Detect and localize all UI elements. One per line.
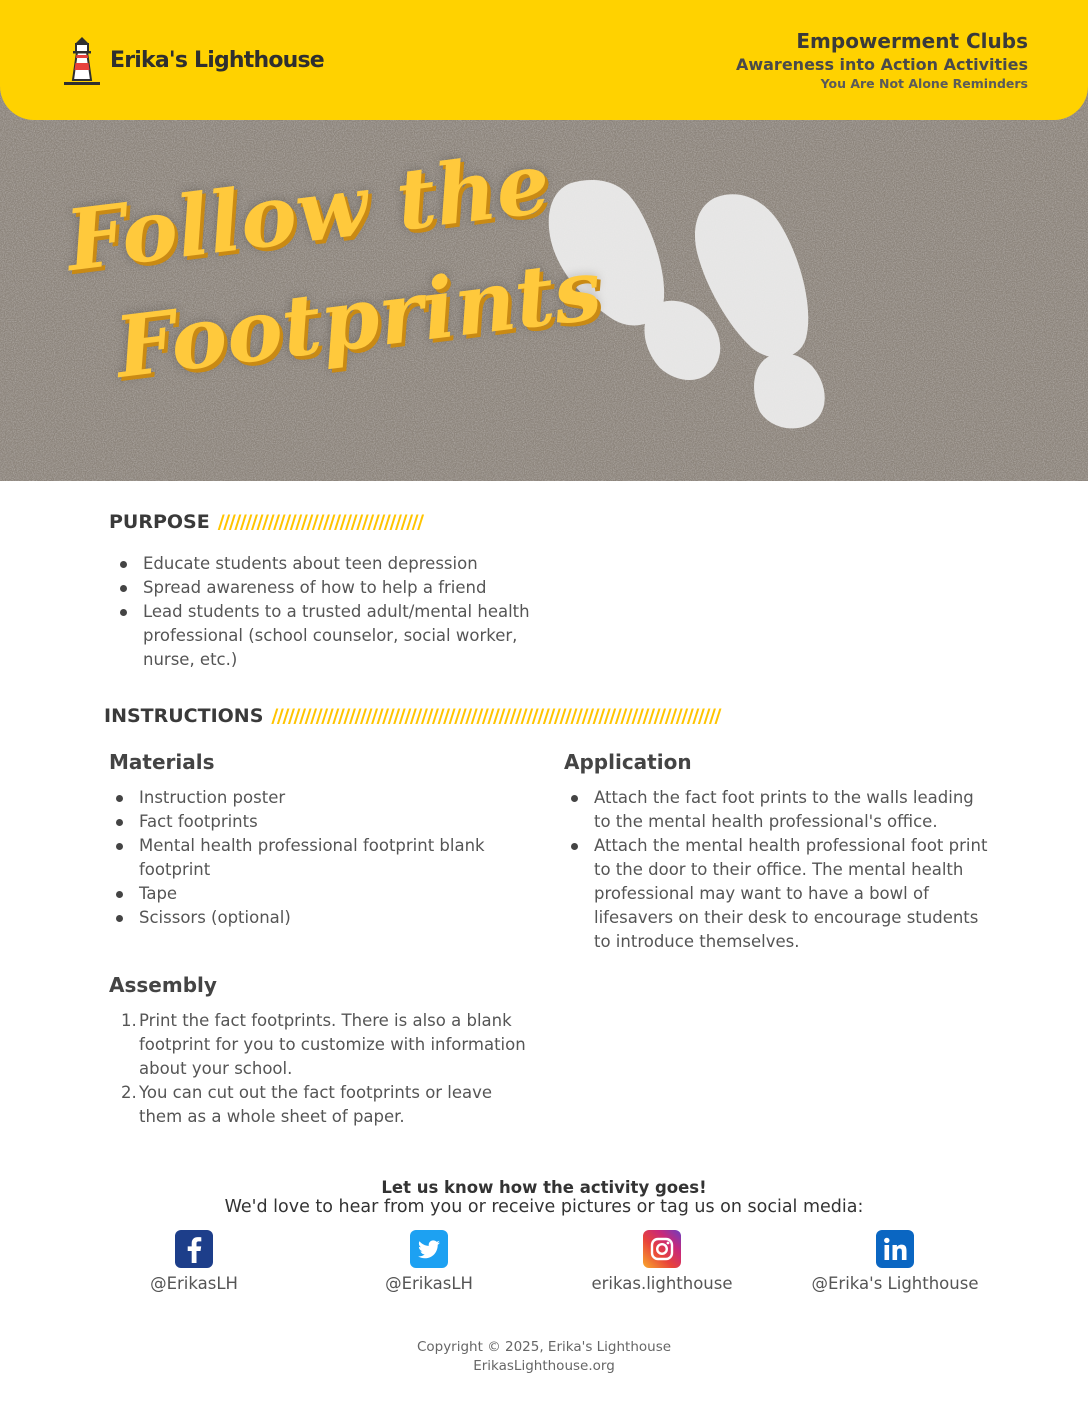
purpose-heading-slashes: /////////////////////////////////////: [217, 511, 423, 533]
program-title: Empowerment Clubs: [796, 29, 1028, 53]
subseries-title: You Are Not Alone Reminders: [820, 76, 1028, 91]
hero-title-line-1: Follow the: [60, 132, 555, 291]
header-titles: [736, 28, 1028, 93]
page-header: [0, 0, 1088, 120]
assembly-item-1: 1. Print the fact footprints. There is also a blank footprint for you to customize with information about your school.: [121, 1011, 526, 1078]
social-twitter[interactable]: [314, 1230, 544, 1293]
erikas-lighthouse-logo[interactable]: [62, 34, 324, 86]
facebook-icon[interactable]: [175, 1230, 213, 1268]
hero-title-line-2: Footprints: [110, 239, 607, 397]
instagram-handle[interactable]: erikas.lighthouse: [591, 1274, 733, 1293]
purpose-item-2: Spread awareness of how to help a friend: [109, 576, 539, 600]
assembly-item-1-text: Print the fact footprints. There is also a blank footprint for you to customize with information about your school.: [139, 1011, 526, 1078]
linkedin-handle[interactable]: @Erika's Lighthouse: [811, 1274, 979, 1293]
materials-item-1: Instruction poster: [105, 786, 525, 810]
website-link[interactable]: ErikasLighthouse.org: [473, 1358, 615, 1374]
series-title: Awareness into Action Activities: [735, 55, 1028, 74]
purpose-item-1: Educate students about teen depression: [109, 552, 539, 576]
hero-banner: [0, 86, 1088, 481]
facebook-handle[interactable]: @ErikasLH: [150, 1274, 238, 1293]
cta-text: We'd love to hear from you or receive pictures or tag us on social media:: [224, 1197, 864, 1217]
assembly-item-2-text: You can cut out the fact footprints or leave them as a whole sheet of paper.: [139, 1083, 493, 1126]
twitter-icon[interactable]: [410, 1230, 448, 1268]
lighthouse-icon: [62, 34, 102, 86]
purpose-list: [109, 552, 539, 672]
assembly-heading: Assembly: [109, 973, 217, 997]
copyright-text: Copyright © 2025, Erika's Lighthouse: [416, 1339, 672, 1355]
linkedin-icon[interactable]: [876, 1230, 914, 1268]
instructions-heading-text: INSTRUCTIONS: [104, 705, 264, 727]
social-facebook[interactable]: [79, 1230, 309, 1293]
purpose-heading-text: PURPOSE: [109, 511, 210, 533]
materials-item-3: Mental health professional footprint blank footprint: [105, 834, 525, 882]
materials-item-2: Fact footprints: [105, 810, 525, 834]
instructions-heading-slashes: /////////////////////////////////////////////////////////////////////////////////: [271, 705, 721, 727]
purpose-heading: [109, 511, 423, 533]
instagram-icon[interactable]: [643, 1230, 681, 1268]
assembly-item-2: 2. You can cut out the fact footprints or leave them as a whole sheet of paper.: [121, 1083, 493, 1126]
purpose-item-3: Lead students to a trusted adult/mental health professional (school counselor, social worker, nurse, etc.): [109, 600, 539, 672]
application-heading: Application: [564, 750, 692, 774]
application-item-2: Attach the mental health professional foot print to the door to their office. The mental health professional may want to have a bowl of lifesavers on their desk to encourage students to introduce themselves.: [560, 834, 990, 954]
assembly-list: [109, 1009, 534, 1129]
social-instagram[interactable]: [547, 1230, 777, 1293]
materials-heading: Materials: [109, 750, 215, 774]
logo-text: Erika's Lighthouse: [110, 47, 324, 73]
materials-item-4: Tape: [105, 882, 525, 906]
materials-list: [105, 786, 525, 930]
materials-item-5: Scissors (optional): [105, 906, 525, 930]
social-linkedin[interactable]: [780, 1230, 1010, 1293]
application-item-1: Attach the fact foot prints to the walls leading to the mental health professional's office.: [560, 786, 990, 834]
twitter-handle[interactable]: @ErikasLH: [385, 1274, 473, 1293]
cta-heading: Let us know how the activity goes!: [381, 1178, 707, 1197]
application-list: [560, 786, 990, 954]
instructions-heading: [104, 705, 720, 727]
